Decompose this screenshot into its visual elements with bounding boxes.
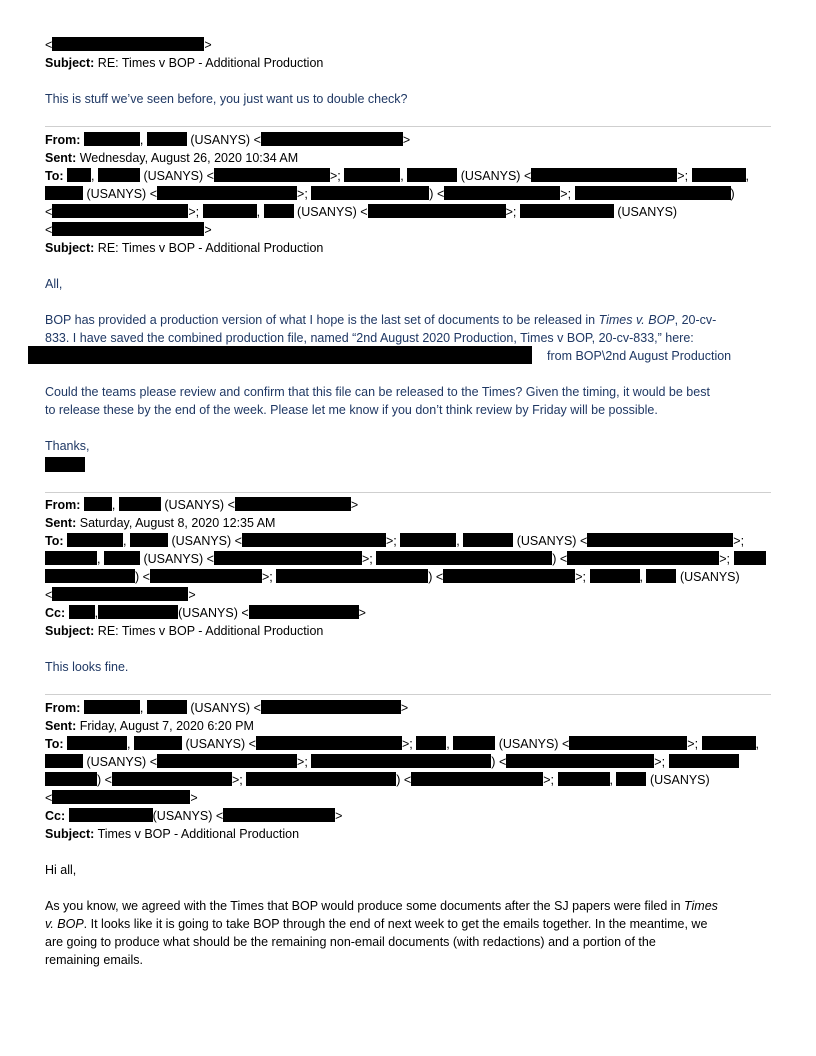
- redaction: [52, 37, 204, 51]
- body-paragraph: are going to produce what should be the remaining non-email documents (with redactions) and a portion of the: [45, 935, 656, 949]
- redaction: [157, 754, 297, 768]
- to-line-cont: < >: [45, 791, 198, 805]
- to-line-cont: < >: [45, 588, 196, 602]
- redaction: [567, 551, 719, 565]
- body-paragraph: BOP has provided a production version of what I hope is the last set of documents to be released in Times v. BOP, 20-cv-: [45, 313, 717, 327]
- to-line-cont: , (USANYS) < >; ) < >;: [45, 551, 766, 567]
- redaction: [590, 569, 640, 583]
- subject-line: Subject: Times v BOP - Additional Production: [45, 827, 300, 841]
- redaction: [223, 808, 335, 822]
- body-paragraph: remaining emails.: [45, 953, 143, 967]
- to-line: To: , (USANYS) < >; , (USANYS) < >;: [45, 534, 745, 548]
- body-paragraph: As you know, we agreed with the Times that BOP would produce some documents after the SJ papers were filed in Times: [45, 899, 718, 913]
- redaction: [669, 754, 739, 768]
- redaction: [531, 168, 677, 182]
- redaction: [98, 168, 140, 182]
- redaction: [264, 204, 294, 218]
- redaction: [506, 754, 654, 768]
- redaction: [558, 772, 610, 786]
- body-paragraph: 833. I have saved the combined production file, named “2nd August 2020 Production, Times v BOP, 20-cv-833,” here:: [45, 331, 694, 345]
- redaction: [119, 497, 161, 511]
- redaction: [416, 736, 446, 750]
- redaction: [734, 551, 766, 565]
- redaction: [702, 736, 756, 750]
- to-line-cont: < >: [45, 223, 212, 237]
- subject-line: Subject: RE: Times v BOP - Additional Production: [45, 624, 324, 638]
- redaction: [147, 700, 187, 714]
- cc-line: Cc: (USANYS) < >: [45, 809, 343, 823]
- redaction: [242, 533, 386, 547]
- greeting: All,: [45, 277, 63, 291]
- to-line-cont: (USANYS) < >; ) < >;: [45, 754, 739, 770]
- redaction: [246, 772, 396, 786]
- redaction: [235, 497, 351, 511]
- from-line: From: , (USANYS) < >: [45, 498, 359, 512]
- redaction: [67, 533, 123, 547]
- redaction: [84, 132, 140, 146]
- redaction: [400, 533, 456, 547]
- redaction: [130, 533, 168, 547]
- redaction: [203, 204, 257, 218]
- redaction: [112, 772, 232, 786]
- redaction: [443, 569, 575, 583]
- body-paragraph: to release these by the end of the week. Please let me know if you don’t think review by Friday will be possible.: [45, 403, 658, 417]
- redaction: [104, 551, 140, 565]
- redaction: [646, 569, 676, 583]
- redaction: [67, 736, 127, 750]
- from-line: From: , (USANYS) < >: [45, 701, 409, 715]
- subject-line: Subject: RE: Times v BOP - Additional Production: [45, 56, 324, 70]
- redaction: [45, 772, 97, 786]
- subject-line: Subject: RE: Times v BOP - Additional Production: [45, 241, 324, 255]
- redaction: [569, 736, 687, 750]
- redaction: [444, 186, 560, 200]
- redaction: [28, 346, 532, 364]
- greeting: Hi all,: [45, 863, 77, 877]
- redaction: [407, 168, 457, 182]
- redaction: [157, 186, 297, 200]
- redaction: [52, 204, 188, 218]
- redaction: [587, 533, 733, 547]
- sent-line: Sent: Saturday, August 8, 2020 12:35 AM: [45, 516, 276, 530]
- redaction: [311, 754, 491, 768]
- redaction: [520, 204, 614, 218]
- redaction: [256, 736, 402, 750]
- redaction: [134, 736, 182, 750]
- redaction: [98, 605, 178, 619]
- redaction: [84, 700, 140, 714]
- redaction: [311, 186, 429, 200]
- redaction: [45, 186, 83, 200]
- to-line: To: , (USANYS) < >; , (USANYS) < >; ,: [45, 169, 750, 183]
- signoff: Thanks,: [45, 439, 90, 453]
- redaction: [214, 551, 362, 565]
- body-paragraph: Could the teams please review and confirm that this file can be released to the Times? Given the timing, it would be best: [45, 385, 710, 399]
- reply-body: This looks fine.: [45, 660, 129, 674]
- cc-line: Cc: , (USANYS) < >: [45, 606, 366, 620]
- redaction: [575, 186, 731, 200]
- sent-line: Sent: Friday, August 7, 2020 6:20 PM: [45, 719, 254, 733]
- redaction: [69, 605, 95, 619]
- to-line-cont: ) < >; ) < >; , (USANYS): [45, 772, 710, 788]
- redaction: [52, 790, 190, 804]
- redaction: [453, 736, 495, 750]
- redaction: [52, 222, 204, 236]
- recipient-email-line: < >: [45, 38, 212, 52]
- to-line: To: , (USANYS) < >; , (USANYS) < >; ,: [45, 737, 760, 751]
- redaction: [249, 605, 359, 619]
- email-separator: [45, 492, 771, 493]
- redaction: [411, 772, 543, 786]
- redaction: [45, 551, 97, 565]
- redaction: [84, 497, 112, 511]
- redaction: [150, 569, 262, 583]
- redaction: [261, 132, 403, 146]
- email-separator: [45, 126, 771, 127]
- redaction: [368, 204, 506, 218]
- reply-body: This is stuff we’ve seen before, you just want us to double check?: [45, 92, 408, 106]
- redaction: [67, 168, 91, 182]
- body-paragraph: v. BOP. It looks like it is going to take BOP through the end of next week to get the emails together. In the meantime, we: [45, 917, 708, 931]
- redaction: [261, 700, 401, 714]
- redaction: [147, 132, 187, 146]
- to-line-cont: ) < >; ) < >; , (USANYS): [45, 569, 740, 585]
- redaction: [692, 168, 746, 182]
- redaction: [463, 533, 513, 547]
- redaction: [616, 772, 646, 786]
- redaction: [45, 754, 83, 768]
- email-separator: [45, 694, 771, 695]
- from-line: From: , (USANYS) < >: [45, 133, 411, 147]
- to-line-cont: < >; , (USANYS) < >; (USANYS): [45, 205, 678, 219]
- body-paragraph: from BOP\2nd August Production: [547, 349, 732, 363]
- redaction: [276, 569, 428, 583]
- redaction: [69, 808, 153, 822]
- sent-line: Sent: Wednesday, August 26, 2020 10:34 AM: [45, 151, 299, 165]
- redaction: [45, 569, 135, 583]
- redaction: [45, 457, 85, 472]
- redaction: [214, 168, 330, 182]
- redaction: [52, 587, 188, 601]
- redaction: [344, 168, 400, 182]
- to-line-cont: (USANYS) < >; ) < >; ): [45, 186, 735, 202]
- redaction: [376, 551, 552, 565]
